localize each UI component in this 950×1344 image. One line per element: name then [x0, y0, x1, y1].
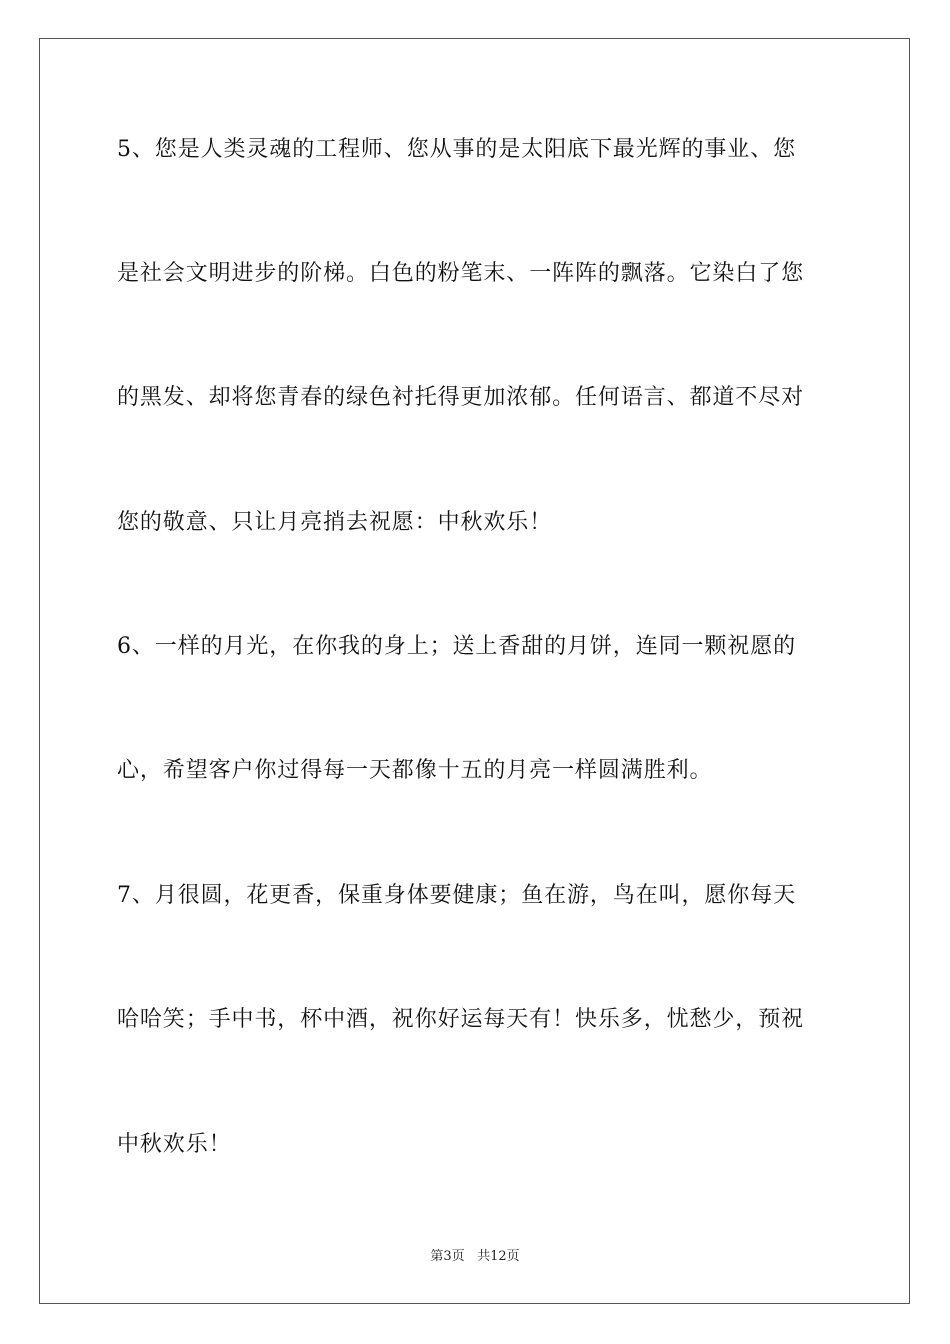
paragraph-7-line-1: 7、月很圆，花更香，保重身体要健康；鱼在游，鸟在叫，愿你每天	[117, 883, 796, 908]
page-frame	[39, 38, 910, 1304]
paragraph-5-line-1: 5、您是人类灵魂的工程师、您从事的是太阳底下最光辉的事业、您	[117, 137, 796, 162]
paragraph-7-line-3: 中秋欢乐！	[117, 1132, 232, 1157]
paragraph-5-line-4: 您的敬意、只让月亮捎去祝愿：中秋欢乐！	[117, 510, 553, 535]
paragraph-6-line-1: 6、一样的月光，在你我的身上；送上香甜的月饼，连同一颗祝愿的	[117, 634, 796, 659]
footer-spacer	[465, 1249, 477, 1264]
page-total: 共12页	[477, 1249, 520, 1264]
paragraph-6-line-2: 心，希望客户你过得每一天都像十五的月亮一样圆满胜利。	[117, 758, 713, 783]
paragraph-5-line-2: 是社会文明进步的阶梯。白色的粉笔末、一阵阵的飘落。它染白了您	[117, 261, 805, 286]
paragraph-7-line-2: 哈哈笑；手中书，杯中酒，祝你好运每天有！快乐多，忧愁少，预祝	[117, 1007, 805, 1032]
paragraph-5-line-3: 的黑发、却将您青春的绿色衬托得更加浓郁。任何语言、都道不尽对	[117, 385, 805, 410]
page-number: 第3页	[430, 1249, 465, 1264]
page-footer	[0, 1248, 950, 1266]
